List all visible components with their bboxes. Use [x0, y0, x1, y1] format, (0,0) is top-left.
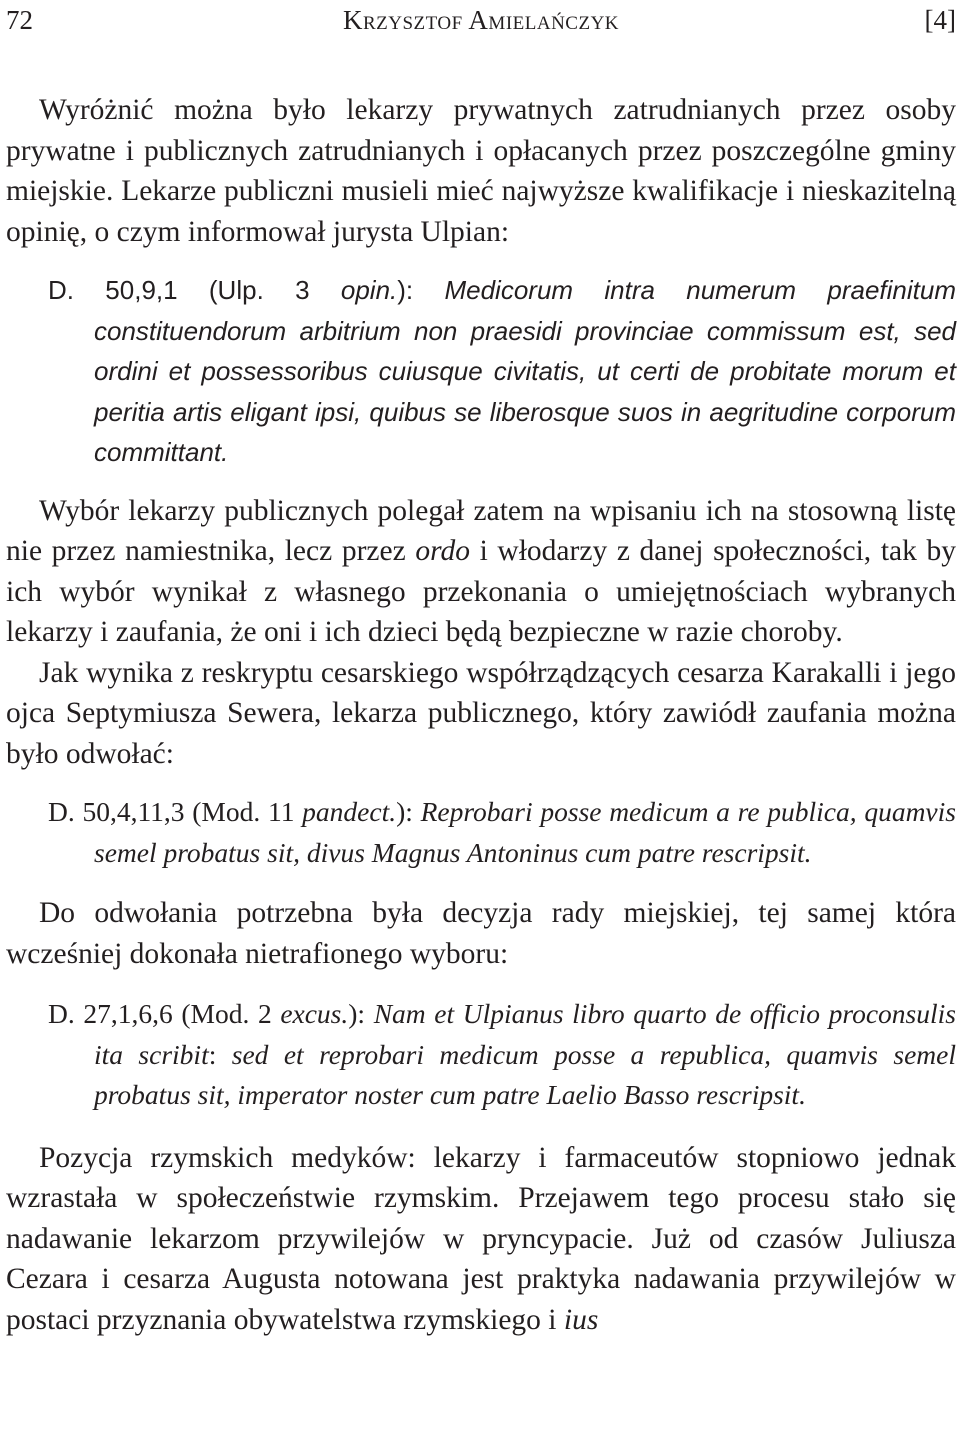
quote-latin-text: Reprobari posse medicum a re publica, quamvis semel probatus sit, divus Magnus Antoninus cum patre rescripsit. — [94, 796, 956, 868]
document-page — [6, 0, 956, 1340]
paragraph-4: Do odwołania potrzebna była decyzja rady miejskiej, tej samej która wcześniej dokonała nietrafionego wyboru: — [6, 897, 956, 970]
quote-digest-50-9-1 — [48, 270, 956, 473]
quote-citation: D. 50,4,11,3 (Mod. 11 pandect.): — [48, 796, 421, 827]
paragraph-5: Pozycja rzymskich medyków: lekarzy i farmaceutów stopniowo jednak wzrastała w społeczeństwie rzymskim. Przejawem tego procesu stało się nadawanie lekarzom przywilejów w pryncypacie. Już od czasów Juliusza Cezara i cesarza Augusta notowana jest praktyka nadawania przywilejów w postaci przyznania obywatelstwa rzymskiego i ius — [6, 1141, 956, 1336]
section-number: [4] — [924, 5, 956, 35]
quote-digest-27-1-6-6 — [48, 994, 956, 1116]
running-author: Krzysztof Amielańczyk — [342, 5, 620, 35]
paragraph-2: Wybór lekarzy publicznych polegał zatem na wpisaniu ich na stosowną listę nie przez namiestnika, lecz przez ordo i włodarzy z danej społeczności, tak by ich wybór wynikał z własnego przekonania o umiejętnościach wybranych lekarzy i zaufania, że oni i ich dzieci będą bezpieczne w razie choroby. — [6, 494, 956, 648]
quote-digest-50-4-11-3 — [48, 792, 956, 873]
running-header — [6, 0, 956, 40]
quote-citation: D. 27,1,6,6 (Mod. 2 excus.): — [48, 998, 374, 1029]
page-number: 72 — [6, 5, 33, 35]
emphasis-ordo: ordo — [415, 535, 470, 567]
emphasis-ius: ius — [563, 1303, 599, 1336]
quote-latin-text: Medicorum intra numerum praefinitum constituendorum arbitrium non praesidi provinciae commissum est, sed ordini et possessoribus cuiusque civitatis, ut certi de probitate morum et peritia artis eligant ipsi, quibus se liberosque suos in aegritudine corporum committant. — [94, 275, 956, 467]
paragraph-3: Jak wynika z reskryptu cesarskiego współrządzących cesarza Karakalli i jego ojca Septymiusza Sewera, lekarza publicznego, który zawiódł zaufania można było odwołać: — [6, 656, 956, 770]
quote-latin-text: Nam et Ulpianus libro quarto de officio proconsulis ita scribit: sed et reprobari medicum posse a republica, quamvis semel probatus sit, imperator noster cum patre Laelio Basso rescripsit. — [94, 998, 957, 1110]
paragraph-1: Wyróżnić można było lekarzy prywatnych zatrudnianych przez osoby prywatne i publicznych zatrudnianych i opłacanych przez poszczególne gminy miejskie. Lekarze publiczni musieli mieć najwyższe kwalifikacje i nieskazitelną opinię, o czym informował jurysta Ulpian: — [6, 94, 956, 248]
quote-citation: D. 50,9,1 (Ulp. 3 opin.): — [48, 275, 445, 305]
